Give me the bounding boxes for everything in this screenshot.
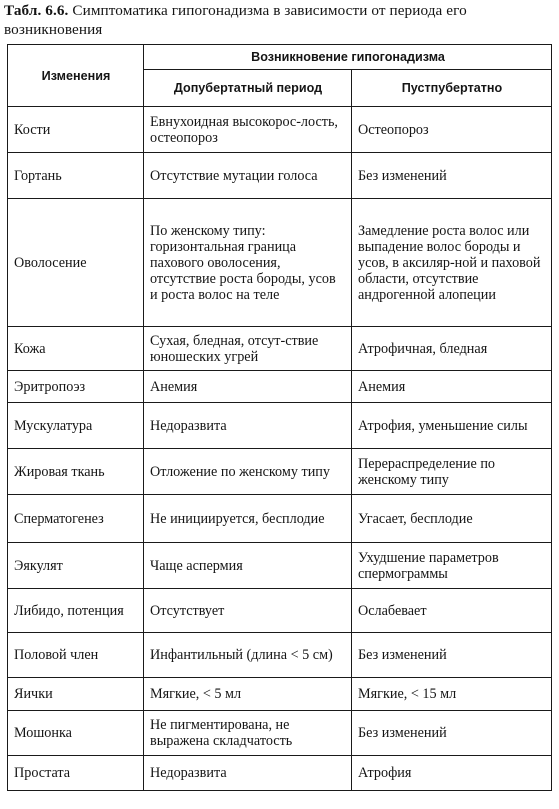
cell-change: Эякулят [8, 543, 144, 589]
table-row [8, 633, 552, 678]
table-row [8, 327, 552, 371]
cell-change: Кости [8, 107, 144, 153]
cell-postpubertal: Без изменений [352, 711, 552, 756]
table-row [8, 371, 552, 403]
cell-change: Половой член [8, 633, 144, 678]
header-prepubertal: Допубертатный период [144, 70, 352, 107]
table-row [8, 449, 552, 495]
cell-change: Жировая ткань [8, 449, 144, 495]
cell-prepubertal: Недоразвита [144, 756, 352, 791]
table-row [8, 756, 552, 791]
cell-postpubertal: Перераспределение по женскому типу [352, 449, 552, 495]
cell-prepubertal: Мягкие, < 5 мл [144, 678, 352, 711]
header-postpubertal: Пустпубертатно [352, 70, 552, 107]
cell-change: Сперматогенез [8, 495, 144, 543]
cell-prepubertal: Отсутствует [144, 589, 352, 633]
cell-change: Оволосение [8, 199, 144, 327]
table-row [8, 107, 552, 153]
cell-change: Гортань [8, 153, 144, 199]
cell-change: Либидо, потенция [8, 589, 144, 633]
table-row [8, 495, 552, 543]
cell-prepubertal: Сухая, бледная, отсут-ствие юношеских угрей [144, 327, 352, 371]
cell-postpubertal: Ухудшение параметров спермограммы [352, 543, 552, 589]
cell-prepubertal: Не пигментирована, не выражена складчатость [144, 711, 352, 756]
table-row [8, 403, 552, 449]
cell-postpubertal: Угасает, бесплодие [352, 495, 552, 543]
cell-prepubertal: Недоразвита [144, 403, 352, 449]
table-row [8, 543, 552, 589]
cell-change: Кожа [8, 327, 144, 371]
table-body [8, 107, 552, 791]
cell-postpubertal: Мягкие, < 15 мл [352, 678, 552, 711]
table-caption [4, 1, 554, 39]
cell-prepubertal: Анемия [144, 371, 352, 403]
cell-postpubertal: Атрофия [352, 756, 552, 791]
table-row [8, 711, 552, 756]
cell-change: Эритропоэз [8, 371, 144, 403]
cell-prepubertal: Евнухоидная высокорос-лость, остеопороз [144, 107, 352, 153]
table-row [8, 589, 552, 633]
table-title: Симптоматика гипогонадизма в зависимости от периода его возникновения [4, 2, 467, 38]
cell-postpubertal: Без изменений [352, 633, 552, 678]
cell-postpubertal: Атрофия, уменьшение силы [352, 403, 552, 449]
cell-postpubertal: Остеопороз [352, 107, 552, 153]
cell-prepubertal: Отсутствие мутации голоса [144, 153, 352, 199]
cell-postpubertal: Замедление роста волос или выпадение волос бороды и усов, в аксиляр-ной и паховой области, отсутствие андрогенной алопеции [352, 199, 552, 327]
table-row [8, 199, 552, 327]
cell-prepubertal: Инфантильный (длина < 5 см) [144, 633, 352, 678]
cell-postpubertal: Без изменений [352, 153, 552, 199]
header-onset: Возникновение гипогонадизма [144, 45, 552, 70]
table-number: Табл. 6.6. [4, 2, 69, 19]
header-changes: Изменения [8, 45, 144, 107]
cell-prepubertal: Не инициируется, бесплодие [144, 495, 352, 543]
table-row [8, 153, 552, 199]
cell-change: Простата [8, 756, 144, 791]
cell-postpubertal: Атрофичная, бледная [352, 327, 552, 371]
cell-postpubertal: Ослабевает [352, 589, 552, 633]
cell-postpubertal: Анемия [352, 371, 552, 403]
cell-prepubertal: По женскому типу: горизонтальная граница пахового оволосения, отсутствие роста бороды, усов и роста волос на теле [144, 199, 352, 327]
cell-change: Мускулатура [8, 403, 144, 449]
table-row [8, 678, 552, 711]
cell-prepubertal: Отложение по женскому типу [144, 449, 352, 495]
cell-prepubertal: Чаще аспермия [144, 543, 352, 589]
cell-change: Мошонка [8, 711, 144, 756]
hypogonadism-table [7, 44, 552, 791]
cell-change: Яички [8, 678, 144, 711]
